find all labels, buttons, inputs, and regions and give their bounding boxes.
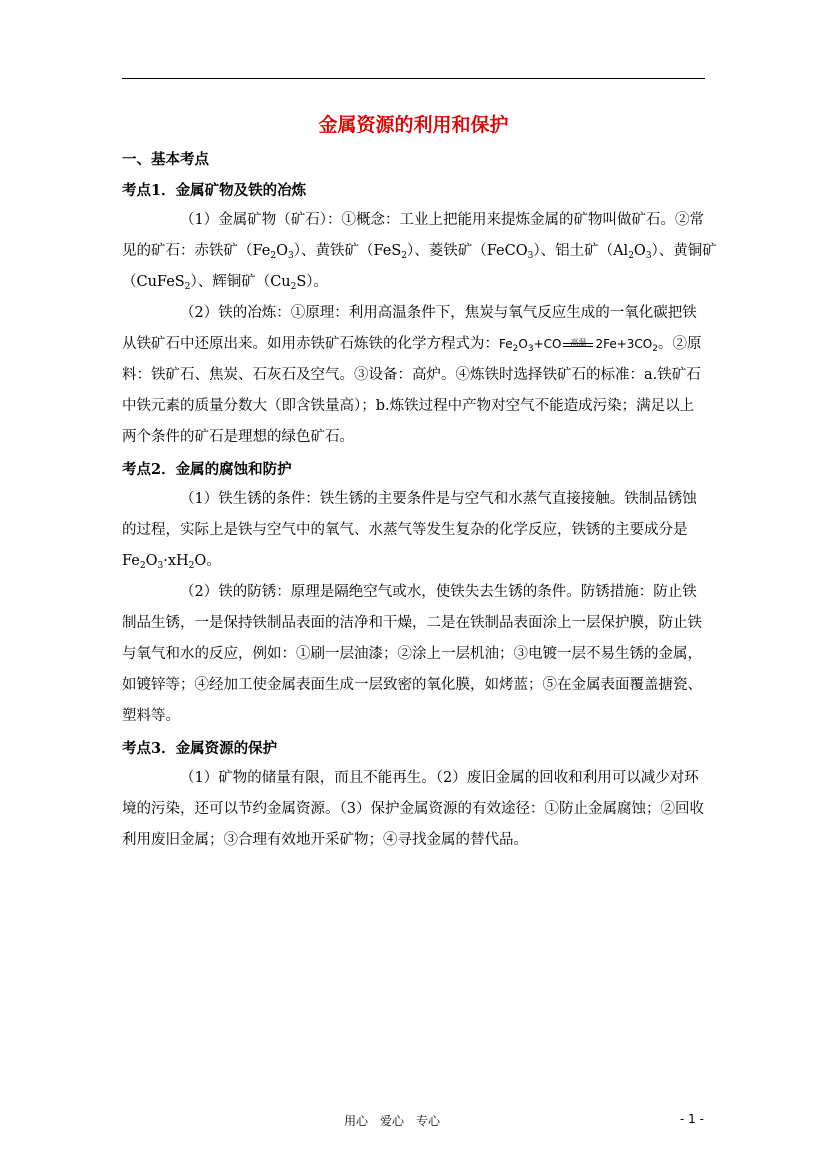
kaodian2-heading: 考点2．金属的腐蚀和防护 <box>122 461 292 478</box>
kaodian3-heading: 考点3．金属资源的保护 <box>122 740 278 757</box>
kaodian2-paragraph2: （2）铁的防锈：原理是隔绝空气或水，使铁失去生锈的条件。防锈措施：防止铁 制品生锈，一是保持铁制品表面的洁净和干燥，二是在铁制品表面涂上一层保护膜，防止铁 与氧气和水的反应，例如：①刷一层油漆；②涂上一层机油；③电镀一层不易生锈的金属， 如镀锌等；④经加工使金属表面生成一层致密的氧化膜，如烤蓝；⑤在金属表面覆盖搪瓷、 塑料等。 <box>122 584 702 724</box>
section-heading: 一、基本考点 <box>122 151 209 168</box>
page-title: 金属资源的利用和保护 <box>318 114 509 136</box>
footer-motto: 用心 爱心 专心 <box>344 1114 441 1128</box>
document-body <box>122 147 717 856</box>
chemical-equation: $Fe_2O_3+CO$ 高温 $2Fe+3CO_2$ <box>499 337 658 354</box>
kaodian2-paragraph1: （1）铁生锈的条件：铁生锈的主要条件是与空气和水蒸气直接接触。铁制品锈蚀 的过程，实际上是铁与空气中的氧气、水蒸气等发生复杂的化学反应，铁锈的主要成分是 $Fe_2O_3\cdot xH_2O$。 <box>122 491 697 571</box>
kaodian3-paragraph1: （1）矿物的储量有限，而且不能再生。（2）废旧金属的回收和利用可以减少对环 境的污染，还可以节约金属资源。（3）保护金属资源的有效途径：①防止金属腐蚀；②回收 利用废旧金属；③合理有效地开采矿物；④寻找金属的替代品。 <box>122 770 704 848</box>
header-rule <box>122 78 705 79</box>
kaodian1-paragraph2: （2）铁的冶炼：①原理：利用高温条件下，焦炭与氧气反应生成的一氧化碳把铁 从铁矿石中还原出来。如用赤铁矿石炼铁的化学方程式为：$Fe_2O_3+CO$ 高温 $2Fe+3CO_2$。②原 料：铁矿石、焦炭、石灰石及空气。③设备：高炉。④炼铁时选择铁矿石的标准：a.铁矿石 中铁元素的质量分数大（即含铁量高）；b.炼铁过程中产物对空气不能造成污染；满足以上 两个条件的矿石是理想的绿色矿石。 <box>122 305 702 445</box>
page-number: - 1 - <box>680 1112 704 1126</box>
kaodian1-paragraph1: （1）金属矿物（矿石）：①概念：工业上把能用来提炼金属的矿物叫做矿石。②常 见的矿石：赤铁矿$(Fe_2O_3)$、黄铁矿（FeS$_2$）、菱铁矿（FeCO$_3$）、铝土矿$(Al_2O_3)$、黄铜矿 （CuFeS$_2$）、辉铜矿$(Cu_2S)$。 <box>122 212 717 292</box>
reaction-condition: 高温 <box>561 335 595 349</box>
kaodian1-heading: 考点1．金属矿物及铁的冶炼 <box>122 182 307 199</box>
